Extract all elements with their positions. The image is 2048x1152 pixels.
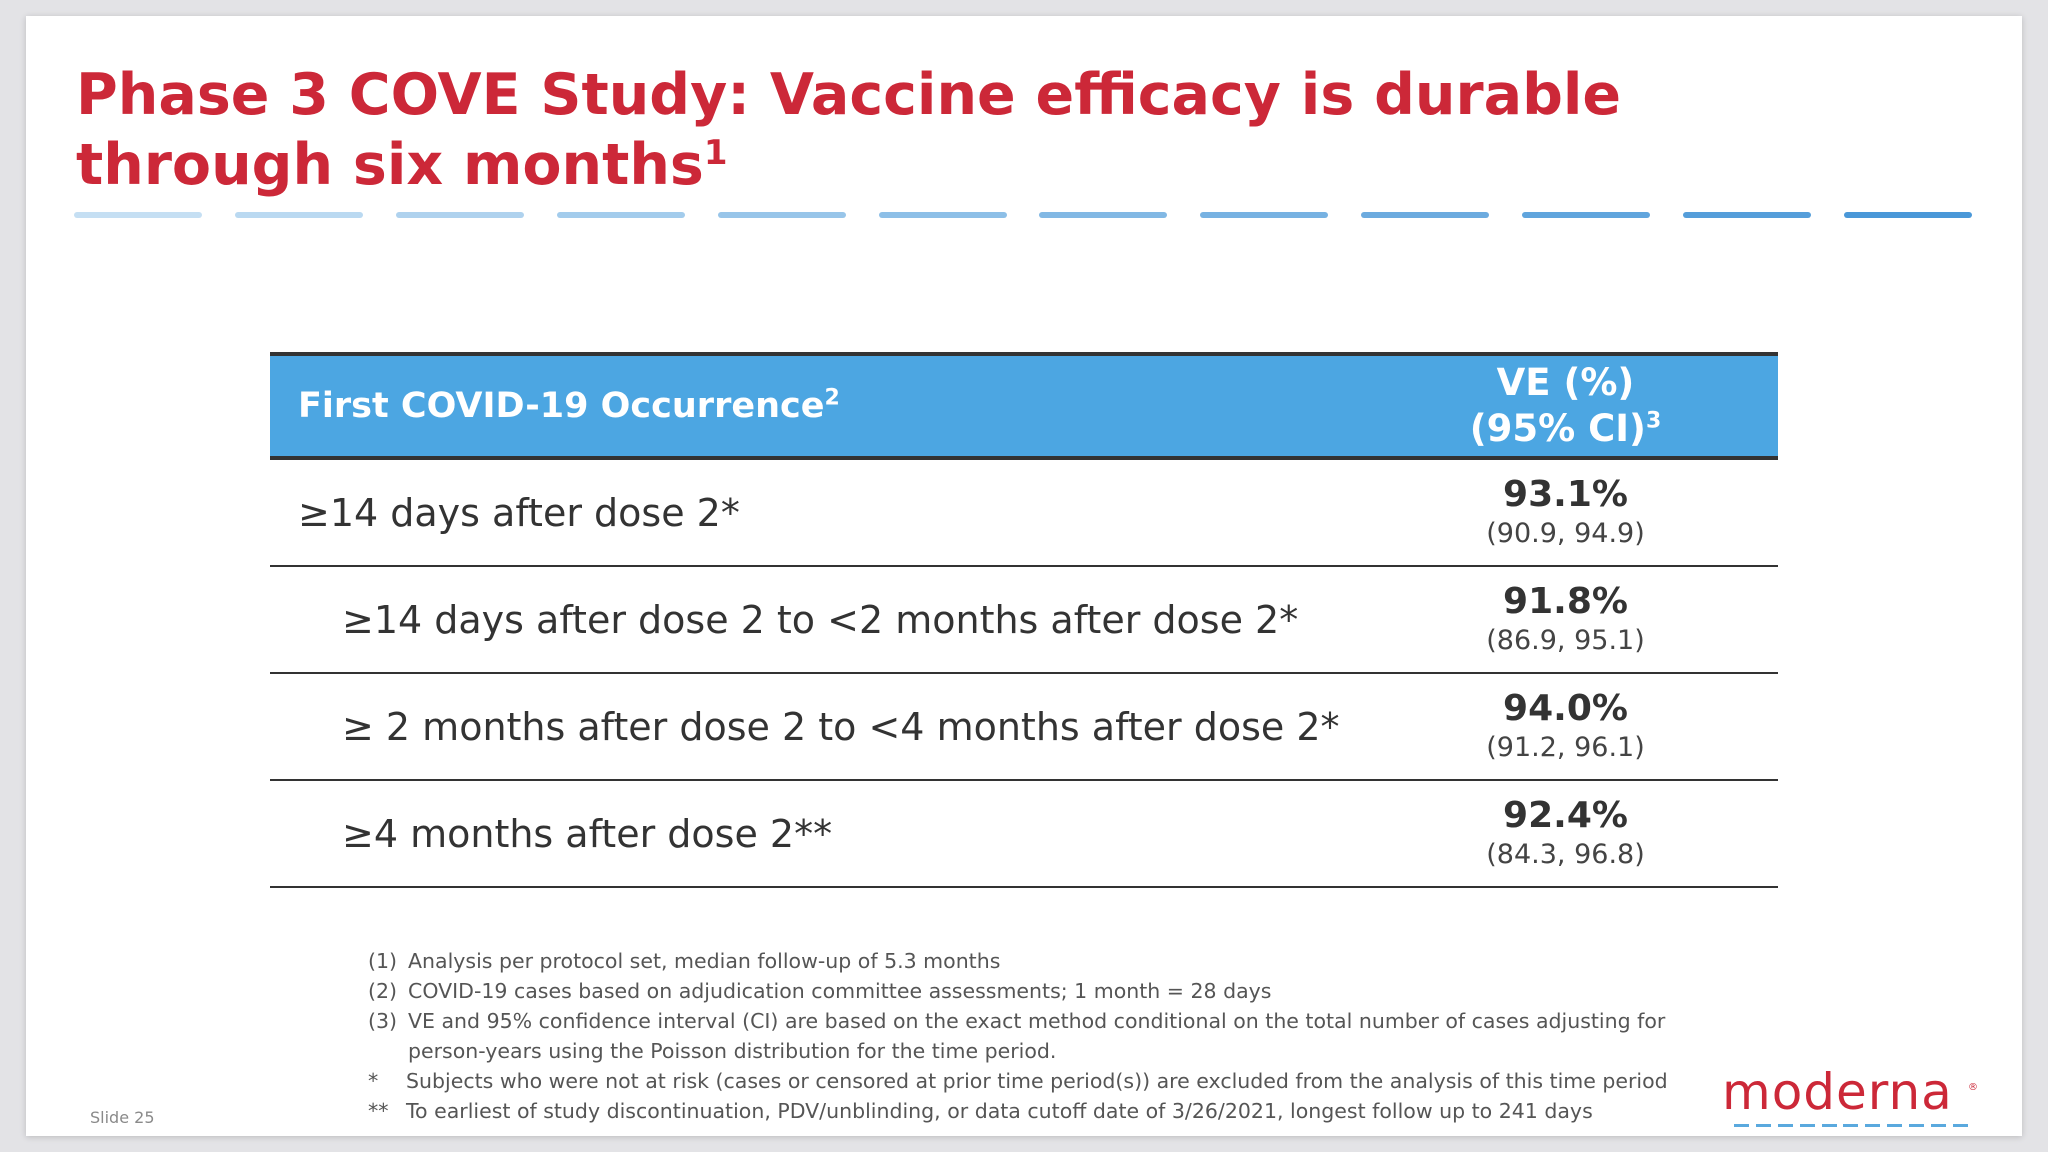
table-row	[270, 566, 1778, 673]
row-value	[1353, 780, 1778, 887]
footnote-continuation: person-years using the Poisson distribution for the time period.	[408, 1039, 1057, 1063]
footnote-text: VE and 95% confidence interval (CI) are based on the exact method conditional on the total number of cases adjusting for	[408, 1009, 1666, 1033]
row-label: ≥4 months after dose 2**	[270, 780, 1353, 887]
header-ve-line2: (95% CI)	[1469, 407, 1646, 450]
ve-ci: (84.3, 96.8)	[1486, 838, 1645, 870]
title-footnote-ref: 1	[703, 133, 728, 173]
header-occurrence	[270, 354, 1353, 458]
footnote-text: To earliest of study discontinuation, PDV/unblinding, or data cutoff date of 3/26/2021, longest follow up to 241 days	[406, 1099, 1593, 1123]
logo-dash	[1822, 1124, 1837, 1127]
row-value	[1353, 458, 1778, 566]
footnote	[368, 1066, 1708, 1096]
header-ve-ref: 3	[1645, 408, 1662, 434]
logo-dash	[1778, 1124, 1793, 1127]
footnote-marker: **	[368, 1099, 389, 1123]
table-row	[270, 780, 1778, 887]
row-label: ≥14 days after dose 2*	[270, 458, 1353, 566]
title-divider	[74, 212, 1972, 220]
logo-dash	[1865, 1124, 1880, 1127]
slide-number: Slide 25	[90, 1108, 155, 1127]
ve-percent: 91.8%	[1503, 580, 1628, 622]
row-value	[1353, 673, 1778, 780]
footnote-marker: (3)	[368, 1009, 398, 1033]
slide-title-text: Phase 3 COVE Study: Vaccine efficacy is durable through six months	[76, 62, 1622, 198]
ve-ci: (91.2, 96.1)	[1486, 731, 1645, 763]
footnote	[368, 1096, 1708, 1126]
table-row	[270, 458, 1778, 566]
logo-dash	[1756, 1124, 1771, 1127]
divider-dash	[1361, 212, 1489, 218]
header-occurrence-ref: 2	[824, 385, 840, 411]
table-header-row	[270, 354, 1778, 458]
logo-dash	[1800, 1124, 1815, 1127]
footnote-marker: (1)	[368, 949, 398, 973]
divider-dash	[1683, 212, 1811, 218]
divider-dash	[1200, 212, 1328, 218]
ve-percent: 94.0%	[1503, 687, 1628, 729]
logo-dash	[1887, 1124, 1902, 1127]
logo-dash	[1953, 1124, 1968, 1127]
logo-dash	[1931, 1124, 1946, 1127]
logo-dash	[1734, 1124, 1749, 1127]
row-label: ≥ 2 months after dose 2 to <4 months after dose 2*	[270, 673, 1353, 780]
header-ve-line1: VE (%)	[1496, 361, 1635, 404]
slide	[26, 16, 2022, 1136]
ve-ci: (86.9, 95.1)	[1486, 624, 1645, 656]
trademark-mark: ®	[1968, 1082, 1978, 1093]
logo-underline	[1734, 1124, 1968, 1127]
footnote	[368, 976, 1708, 1006]
ve-ci: (90.9, 94.9)	[1486, 517, 1645, 549]
divider-dash	[74, 212, 202, 218]
slide-title	[76, 60, 1876, 200]
efficacy-table	[270, 352, 1778, 888]
footnote-text: Subjects who were not at risk (cases or censored at prior time period(s)) are excluded from the analysis of this time period	[406, 1069, 1668, 1093]
footnotes	[368, 946, 1708, 1126]
ve-percent: 92.4%	[1503, 794, 1628, 836]
ve-percent: 93.1%	[1503, 473, 1628, 515]
logo-dash	[1843, 1124, 1858, 1127]
divider-dash	[396, 212, 524, 218]
footnote-text: Analysis per protocol set, median follow-up of 5.3 months	[408, 949, 1001, 973]
header-ve	[1353, 354, 1778, 458]
divider-dash	[235, 212, 363, 218]
row-label: ≥14 days after dose 2 to <2 months after dose 2*	[270, 566, 1353, 673]
divider-dash	[1039, 212, 1167, 218]
footnote-marker: (2)	[368, 979, 398, 1003]
logo-dash	[1909, 1124, 1924, 1127]
divider-dash	[1522, 212, 1650, 218]
footnote	[368, 946, 1708, 976]
moderna-logo: moderna	[1722, 1063, 1953, 1121]
row-value	[1353, 566, 1778, 673]
table-row	[270, 673, 1778, 780]
footnote-text: COVID-19 cases based on adjudication committee assessments; 1 month = 28 days	[408, 979, 1272, 1003]
footnote-marker: *	[368, 1069, 379, 1093]
footnote	[368, 1006, 1708, 1036]
divider-dash	[718, 212, 846, 218]
header-occurrence-text: First COVID-19 Occurrence	[298, 386, 825, 426]
divider-dash	[557, 212, 685, 218]
divider-dash	[879, 212, 1007, 218]
divider-dash	[1844, 212, 1972, 218]
